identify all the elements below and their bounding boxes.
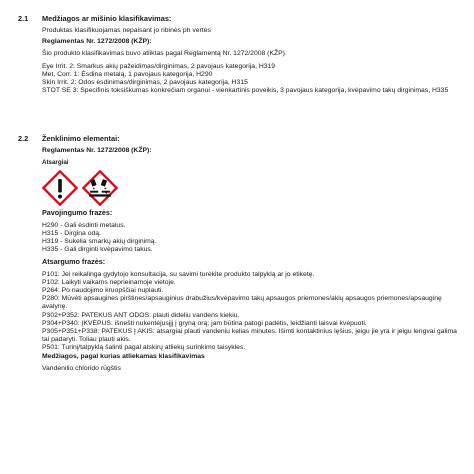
- hazard-statement: H315 - Dirgina odą.: [42, 229, 101, 237]
- precautionary-statement: P501: Turinį/talpyklą šalinti pagal atskirų atliekų surinkimo taisykles.: [42, 344, 246, 352]
- precautionary-statements-heading: Atsargumo frazės:: [42, 257, 106, 267]
- hazard-statement: H290 - Gali ėsdinti metalus.: [42, 221, 126, 229]
- components-value: Vandenilio chlorido rūgštis: [42, 364, 121, 372]
- precautionary-statement: P101: Jei reikalinga gydytojo konsultacija, su savimi turėkite produkto talpyklą ar jo etiketę.: [42, 270, 315, 278]
- section-2-1-title: Medžiagos ar mišinio klasifikavimas:: [42, 14, 172, 23]
- classification-note: Šio produkto klasifikavimas buvo atliktas pagal Reglamentą Nr. 1272/2008 (KŽP).: [42, 50, 287, 58]
- classification-intro: Produktas klasifikuojamas nepaisant jo ribinės ph vertės: [42, 27, 211, 34]
- signal-word: Atsargiai: [42, 159, 69, 167]
- precautionary-statement: P304+P340: ĮKVĖPUS: išnešti nukentėjusįjį į gryną orą; jam būtina patogi padėtis, leidžianti laisvai kvėpuoti.: [42, 319, 367, 327]
- components-heading: Medžiagos, pagal kurias atliekamas klasifikavimas: [42, 352, 205, 360]
- hazard-statement: H319 - Sukelia smarkų akių dirginimą.: [42, 238, 157, 246]
- hazard-class-item: STOT SE 3: Specifinis toksiškumas konkrečiam organui - vienkartinis poveikis, 3 pavojaus kategorija, kvėpavimo takų dirginimas, H335: [42, 87, 449, 95]
- precautionary-statement: P302+P352: PATEKUS ANT ODOS: plauti dideliu vandens kiekiu.: [42, 311, 240, 319]
- hazard-class-item: Eye Irrit. 2: Smarkus akių pažeidimas/dirginimas, 2 pavojaus kategorija, H319: [42, 62, 276, 70]
- precautionary-statement: P305+P351+P338: PATEKUS Į AKIS: atsargiai plauti vandeniu kelias minutes. Išimti kontaktinius lęšius, jeigu jie yra ir jeigu lengvai galima tai padaryti. Toliau plauti akis.: [42, 328, 457, 344]
- hazard-statement: H335 - Gali dirginti kvėpavimo takus.: [42, 246, 153, 254]
- exclamation-mark-icon: [42, 170, 78, 206]
- section-2-2-body: [42, 147, 462, 373]
- section-2-1-number: 2.1: [18, 14, 29, 23]
- corrosion-icon: [82, 170, 118, 206]
- precautionary-statement-list: [42, 271, 462, 353]
- precautionary-statement: P280: Mūvėti apsaugines pirštines/apsauginius drabužius/kvėpavimo takų apsaugos priemones/akių apsaugos priemones/apsauginę avalynę.: [42, 295, 442, 311]
- section-2-2-number: 2.2: [18, 134, 29, 143]
- section-2-1-body: [42, 27, 462, 95]
- precautionary-statement: P264: Po naudojimo kruopščiai nuplauti.: [42, 287, 164, 295]
- hazard-statement-list: [42, 222, 462, 255]
- hazard-class-item: Met. Corr. 1: Ėsdina metalą, 1 pavojaus kategorija, H290: [42, 70, 213, 78]
- hazard-statements-heading: Pavojingumo frazės:: [42, 208, 113, 218]
- section-2-2-title: Ženklinimo elementai:: [42, 134, 120, 143]
- hazard-class-list: [42, 63, 462, 96]
- regulation-heading-2-1: Reglamentas Nr. 1272/2008 (KŽP):: [42, 38, 152, 46]
- ghs-pictograms: [42, 170, 462, 206]
- regulation-heading-2-2: Reglamentas Nr. 1272/2008 (KŽP):: [42, 147, 152, 154]
- precautionary-statement: P102: Laikyti vaikams neprieinamoje vietoje.: [42, 278, 176, 286]
- hazard-class-item: Skin Irrit. 2: Odos ėsdinimas/dirginimas, 2 pavojaus kategorija, H315: [42, 79, 248, 87]
